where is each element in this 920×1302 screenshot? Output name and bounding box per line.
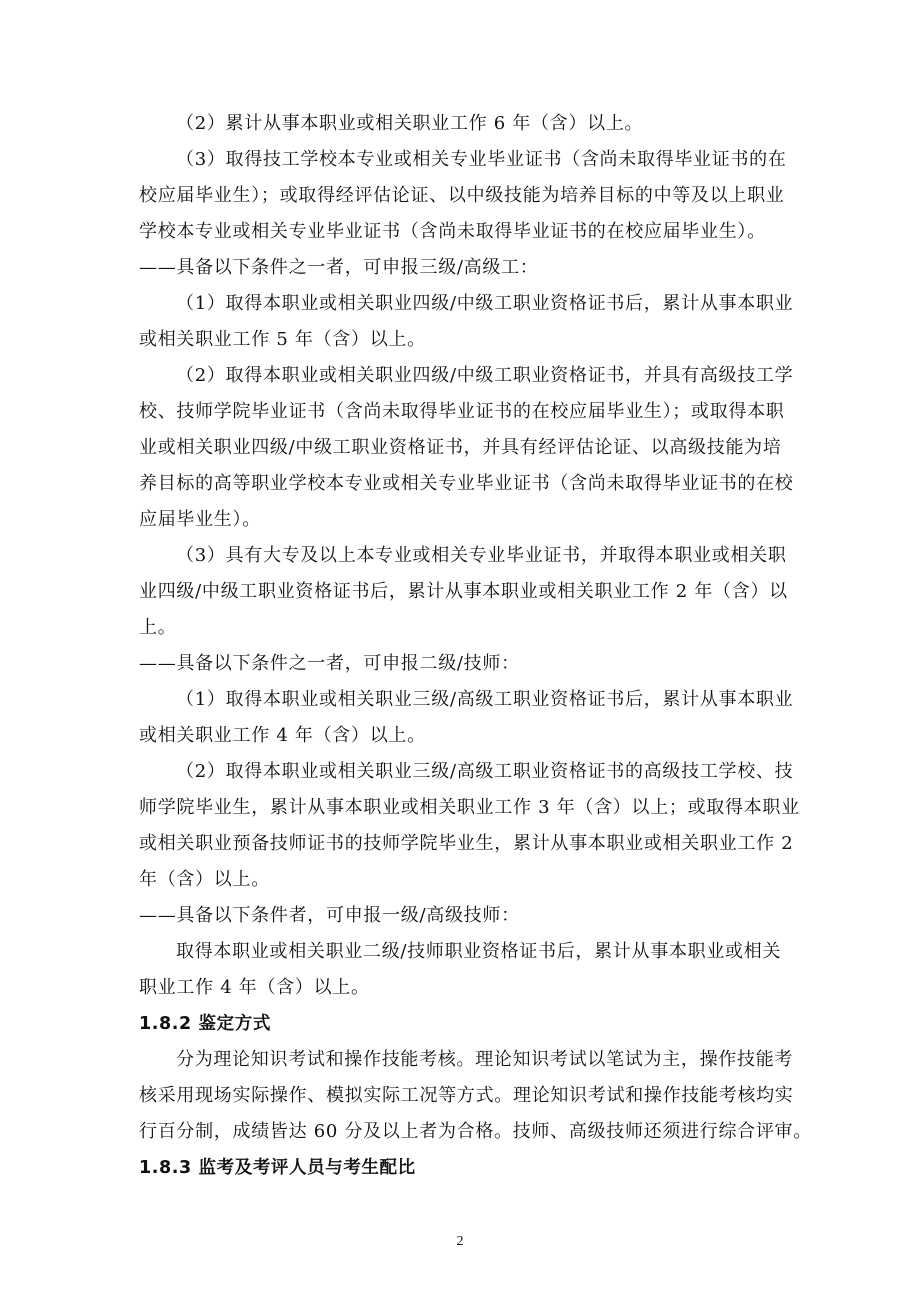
paragraph-line: 业四级/中级工职业资格证书后，累计从事本职业或相关职业工作 2 年（含）以 [139, 581, 788, 602]
paragraph-line: 师学院毕业生，累计从事本职业或相关职业工作 3 年（含）以上；或取得本职业 [139, 797, 800, 818]
paragraph-line: 应届毕业生）。 [139, 509, 261, 530]
page-number: 2 [456, 1234, 464, 1249]
paragraph-line: 或相关职业工作 4 年（含）以上。 [139, 725, 426, 746]
paragraph-line: 上。 [139, 617, 177, 638]
paragraph-line: 或相关职业工作 5 年（含）以上。 [139, 329, 426, 350]
section-heading: 1.8.2 鉴定方式 [139, 1014, 271, 1034]
paragraph-line: 取得本职业或相关职业二级/技师职业资格证书后，累计从事本职业或相关 [176, 941, 782, 962]
condition-heading: ——具备以下条件者，可申报一级/高级技师： [139, 905, 520, 926]
paragraph-line: 养目标的高等职业学校本专业或相关专业毕业证书（含尚未取得毕业证书的在校 [139, 473, 794, 494]
paragraph-line: 年（含）以上。 [139, 869, 270, 890]
paragraph-line: （1）取得本职业或相关职业三级/高级工职业资格证书后，累计从事本职业 [176, 689, 794, 710]
paragraph-line: （2）累计从事本职业或相关职业工作 6 年（含）以上。 [176, 113, 644, 134]
paragraph-line: 分为理论知识考试和操作技能考核。理论知识考试以笔试为主，操作技能考 [176, 1049, 794, 1070]
paragraph-line: （2）取得本职业或相关职业四级/中级工职业资格证书，并具有高级技工学 [176, 365, 794, 386]
condition-heading: ——具备以下条件之一者，可申报二级/技师： [139, 653, 520, 674]
paragraph-line: 学校本专业或相关专业毕业证书（含尚未取得毕业证书的在校应届毕业生）。 [139, 221, 766, 242]
paragraph-line: （3）具有大专及以上本专业或相关专业毕业证书，并取得本职业或相关职 [176, 545, 787, 566]
paragraph-line: 行百分制，成绩皆达 60 分及以上者为合格。技师、高级技师还须进行综合评审。 [139, 1121, 812, 1142]
paragraph-line: 核采用现场实际操作、模拟实际工况等方式。理论知识考试和操作技能考核均实 [139, 1085, 794, 1106]
paragraph-line: 职业工作 4 年（含）以上。 [139, 977, 370, 998]
section-heading: 1.8.3 监考及考评人员与考生配比 [139, 1158, 416, 1178]
paragraph-line: （1）取得本职业或相关职业四级/中级工职业资格证书后，累计从事本职业 [176, 293, 794, 314]
condition-heading: ——具备以下条件之一者，可申报三级/高级工： [139, 257, 539, 278]
paragraph-line: （3）取得技工学校本专业或相关专业毕业证书（含尚未取得毕业证书的在 [176, 149, 787, 170]
paragraph-line: 校、技师学院毕业证书（含尚未取得毕业证书的在校应届毕业生）；或取得本职 [139, 401, 785, 422]
paragraph-line: （2）取得本职业或相关职业三级/高级工职业资格证书的高级技工学校、技 [176, 761, 794, 782]
paragraph-line: 业或相关职业四级/中级工职业资格证书，并具有经评估论证、以高级技能为培 [139, 437, 782, 458]
paragraph-line: 校应届毕业生）；或取得经评估论证、以中级技能为培养目标的中等及以上职业 [139, 185, 785, 206]
paragraph-line: 或相关职业预备技师证书的技师学院毕业生，累计从事本职业或相关职业工作 2 [139, 833, 794, 854]
